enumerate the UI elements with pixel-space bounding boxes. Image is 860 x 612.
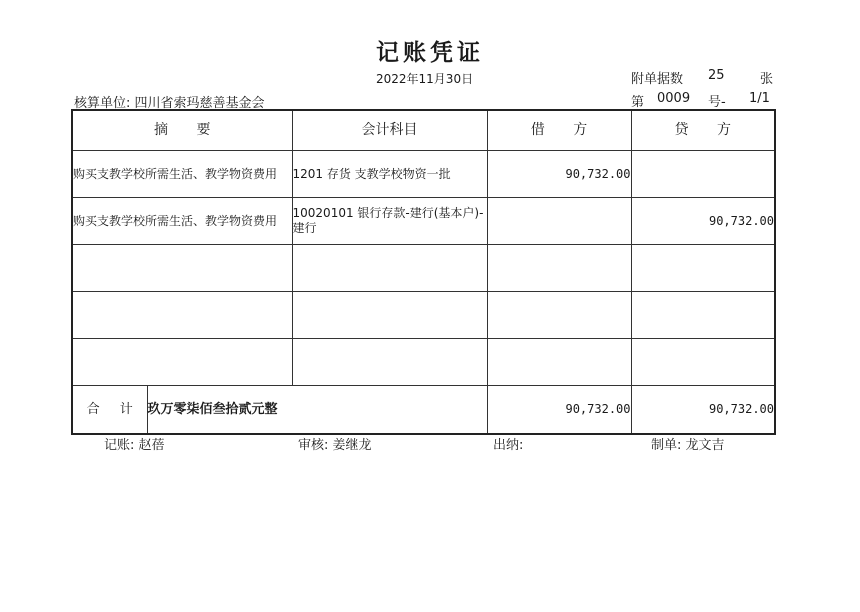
total-row <box>72 386 775 435</box>
row-summary <box>72 292 292 339</box>
row-account: 1201 存货 支教学校物资一批 <box>292 151 487 198</box>
row-debit <box>487 245 631 292</box>
row-debit <box>487 198 631 245</box>
row-account: 10020101 银行存款-建行(基本户)-建行 <box>292 198 487 245</box>
cashier-signature: 出纳: <box>493 438 524 453</box>
header-debit: 借 方 <box>487 110 631 151</box>
row-debit <box>487 292 631 339</box>
row-summary <box>72 245 292 292</box>
row-account <box>292 292 487 339</box>
row-credit <box>631 339 775 386</box>
attachment-number: 25 <box>708 68 725 83</box>
voucher-number-suffix: 号- <box>708 95 726 110</box>
voucher-number <box>631 91 770 110</box>
table-row <box>72 151 775 198</box>
header-account: 会计科目 <box>292 110 487 151</box>
table-header-row <box>72 110 775 151</box>
preparer-signature: 制单: 龙文吉 <box>651 438 725 453</box>
total-debit: 90,732.00 <box>487 386 631 435</box>
row-debit <box>487 339 631 386</box>
row-summary: 购买支教学校所需生活、教学物资费用 <box>72 198 292 245</box>
row-credit <box>631 245 775 292</box>
row-debit: 90,732.00 <box>487 151 631 198</box>
row-credit <box>631 292 775 339</box>
voucher-number-prefix: 第 <box>631 95 645 110</box>
attachment-unit: 张 <box>760 72 774 87</box>
total-label: 合 计 <box>72 386 147 435</box>
header-credit: 贷 方 <box>631 110 775 151</box>
row-summary <box>72 339 292 386</box>
voucher-page: 1/1 <box>749 91 770 106</box>
voucher-title: 记账凭证 <box>376 40 484 66</box>
voucher-table <box>71 109 776 435</box>
header-summary: 摘 要 <box>72 110 292 151</box>
attachment-label: 附单据数 <box>631 72 684 87</box>
row-summary: 购买支教学校所需生活、教学物资费用 <box>72 151 292 198</box>
voucher-date: 2022年11月30日 <box>376 72 474 86</box>
reviewer-signature: 审核: 姜继龙 <box>298 438 372 453</box>
table-row <box>72 339 775 386</box>
bookkeeper-signature: 记账: 赵蓓 <box>104 438 165 453</box>
row-account <box>292 339 487 386</box>
row-account <box>292 245 487 292</box>
accounting-unit-value: 四川省索玛慈善基金会 <box>134 96 265 111</box>
table-row <box>72 245 775 292</box>
row-credit: 90,732.00 <box>631 198 775 245</box>
total-amount-words: 玖万零柒佰叁拾贰元整 <box>147 386 487 435</box>
row-credit <box>631 151 775 198</box>
table-row <box>72 292 775 339</box>
voucher-number-value: 0009 <box>657 91 691 106</box>
total-credit: 90,732.00 <box>631 386 775 435</box>
accounting-unit-label: 核算单位: <box>74 96 131 111</box>
table-row <box>72 198 775 245</box>
attachment-count <box>631 68 774 87</box>
